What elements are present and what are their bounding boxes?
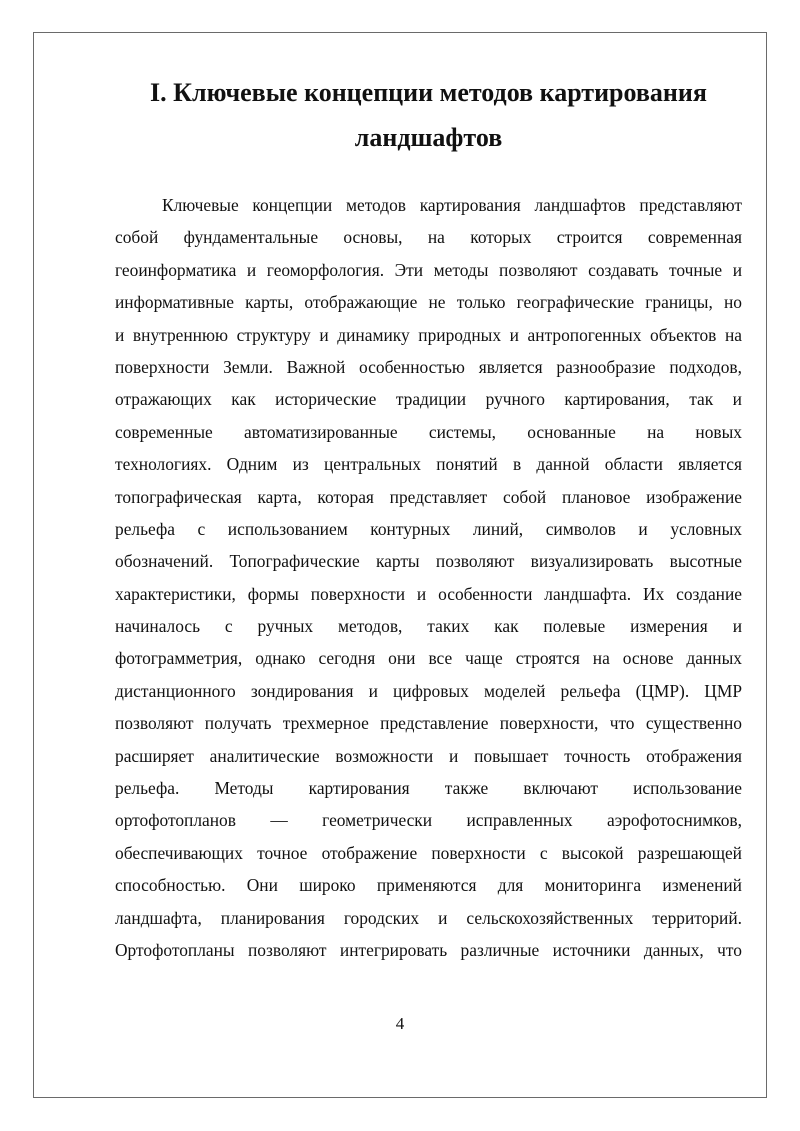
paragraph-line: начиналось с ручных методов, таких как полевые измерения и xyxy=(115,616,742,637)
paragraph-line: Ортофотопланы позволяют интегрировать различные источники данных, что xyxy=(115,939,742,960)
paragraph-line: фотограмметрия, однако сегодня они все чаще строятся на основе данных xyxy=(115,648,742,669)
paragraph-line: способностью. Они широко применяются для мониторинга изменений xyxy=(115,875,742,896)
paragraph-line: рельефа. Методы картирования также включают использование xyxy=(115,778,742,799)
paragraph-line: расширяет аналитические возможности и повышает точность отображения xyxy=(115,745,742,766)
paragraph-line: характеристики, формы поверхности и особенности ландшафта. Их создание xyxy=(115,583,742,604)
paragraph-line: современные автоматизированные системы, основанные на новых xyxy=(115,421,742,442)
section-heading xyxy=(115,70,742,160)
page-number: 4 xyxy=(395,1014,405,1033)
paragraph-line: информативные карты, отображающие не только географические границы, но xyxy=(115,292,742,313)
paragraph-line: ландшафта, планирования городских и сельскохозяйственных территорий. xyxy=(115,907,742,928)
paragraph-line: ортофотопланов — геометрически исправленных аэрофотоснимков, xyxy=(115,810,742,831)
paragraph-line: и внутреннюю структуру и динамику природных и антропогенных объектов на xyxy=(115,324,742,345)
paragraph-line: обозначений. Топографические карты позволяют визуализировать высотные xyxy=(115,551,742,572)
paragraph-line: позволяют получать трехмерное представление поверхности, что существенно xyxy=(115,713,742,734)
paragraph-line: дистанционного зондирования и цифровых моделей рельефа (ЦМР). ЦМР xyxy=(115,680,742,701)
paragraph-line: рельефа с использованием контурных линий, символов и условных xyxy=(115,518,742,539)
paragraph-line: геоинформатика и геоморфология. Эти методы позволяют создавать точные и xyxy=(115,259,742,280)
paragraph-line: обеспечивающих точное отображение поверхности с высокой разрешающей xyxy=(115,842,742,863)
heading-line: ландшафтов xyxy=(354,123,503,152)
paragraph-line: собой фундаментальные основы, на которых строится современная xyxy=(115,227,742,248)
paragraph-line: Ключевые концепции методов картирования ландшафтов представляют xyxy=(162,195,742,215)
body-paragraph xyxy=(115,189,742,966)
paragraph-line: технологиях. Одним из центральных понятий в данной области является xyxy=(115,454,742,475)
paragraph-line: поверхности Земли. Важной особенностью является разнообразие подходов, xyxy=(115,356,742,377)
heading-line: I. Ключевые концепции методов картирования xyxy=(150,78,707,107)
paragraph-line: отражающих как исторические традиции ручного картирования, так и xyxy=(115,389,742,410)
paragraph-line: топографическая карта, которая представляет собой плановое изображение xyxy=(115,486,742,507)
